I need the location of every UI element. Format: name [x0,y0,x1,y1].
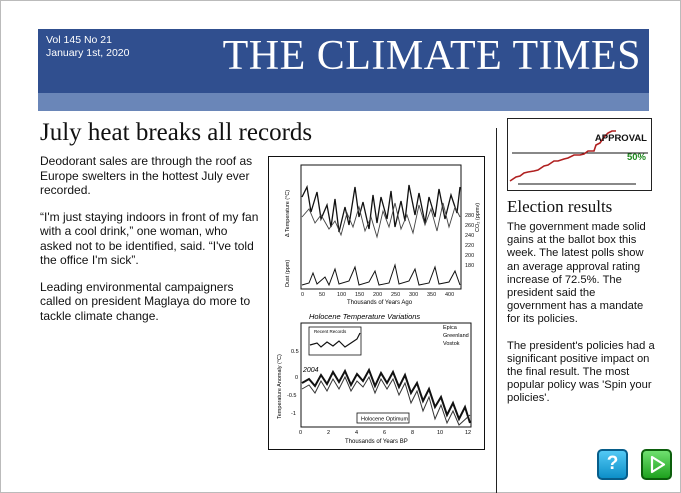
masthead [38,29,649,93]
co2-axis-label: CO₂ (ppmv) [475,202,481,232]
article-paragraph: “I'm just staying indoors in front of my fan with a cool drink,” one woman, who asked not to be identified, said. “I've told the office I'm sick”. [40,209,259,267]
top-right-tick: 180 [465,263,475,269]
bottom-x-tick: 8 [411,430,415,436]
bottom-x-tick: 10 [437,430,444,436]
top-right-tick: 260 [465,223,475,229]
bottom-x-tick: 0 [299,430,303,436]
help-button[interactable] [597,449,628,480]
bottom-x-tick: 12 [465,430,472,436]
issue-date: January 1st, 2020 [46,47,130,59]
question-icon: ? [606,453,619,474]
bottom-x-tick: 6 [383,430,387,436]
bottom-x-tick: 2 [327,430,331,436]
bottom-y-tick: -1 [291,411,296,417]
top-right-tick: 240 [465,233,475,239]
top-y-axis-label: Δ Temperature (°C) [285,189,291,237]
top-x-tick: 300 [409,292,419,298]
annotation-optimum: Holocene Optimum [361,416,409,423]
top-right-tick: 200 [465,253,475,259]
approval-chart [507,118,652,191]
column-divider [496,128,497,493]
issue-info [46,34,129,60]
legend-entry: Epica [443,325,457,331]
top-x-tick: 100 [337,292,347,298]
top-x-tick: 200 [373,292,383,298]
top-panel-frame [301,165,461,289]
sidebar-heading: Election results [507,197,613,216]
approval-label: APPROVAL [594,133,647,144]
top-x-tick: 400 [445,292,455,298]
annotation-2004: 2004 [303,367,319,374]
article-body [40,154,262,335]
article-paragraph: Deodorant sales are through the roof as Europe swelters in the hottest July ever recorded. [40,154,253,197]
play-next-icon [643,451,670,478]
climate-figure-graphic [269,157,484,449]
sidebar-paragraph: The government made solid gains at the ballot box this week. The latest polls show an average approval rating increase of 72.5%. The president said the government has a mandate for its policies. [507,221,646,326]
dust-axis-label: Dust (ppm) [285,259,291,287]
article-headline: July heat breaks all records [40,119,313,146]
bottom-y-tick: 0 [295,375,299,381]
masthead-subbar [38,93,649,111]
bottom-chart-title: Holocene Temperature Variations [309,312,421,321]
article-paragraph: Leading environmental campaigners called on president Maglaya do more to tackle climate change. [40,279,251,323]
bottom-x-tick: 4 [355,430,359,436]
sidebar-paragraph: The president's policies had a significant positive impact on the final result. The most popular policy was 'Spin your policies'. [507,339,655,405]
top-x-tick: 0 [301,292,305,298]
legend-entry: Vostok [443,341,460,347]
top-right-tick: 220 [465,243,475,249]
next-button[interactable] [641,449,672,480]
approval-value: 50% [626,152,646,163]
top-x-tick: 350 [427,292,437,298]
inset-line [310,333,360,347]
sidebar-body [507,221,655,419]
climate-figure [268,156,485,450]
inset-label: Recent Records [314,329,347,334]
dust-line [302,265,460,285]
temperature-line [302,185,460,232]
bottom-y-tick: 0.5 [291,349,299,355]
top-x-axis-label: Thousands of Years Ago [347,300,413,306]
top-x-tick: 150 [355,292,365,298]
top-x-tick: 250 [391,292,401,298]
newspaper-title: THE CLIMATE TIMES [222,33,641,79]
legend-entry: Greenland [443,333,469,339]
bottom-x-axis-label: Thousands of Years BP [345,439,408,445]
top-x-tick: 50 [319,292,326,298]
volume-number: Vol 145 No 21 [46,34,112,46]
bottom-y-tick: -0.5 [287,393,297,399]
top-right-tick: 280 [465,213,475,219]
bottom-y-axis-label: Temperature Anomaly (°C) [277,354,283,419]
